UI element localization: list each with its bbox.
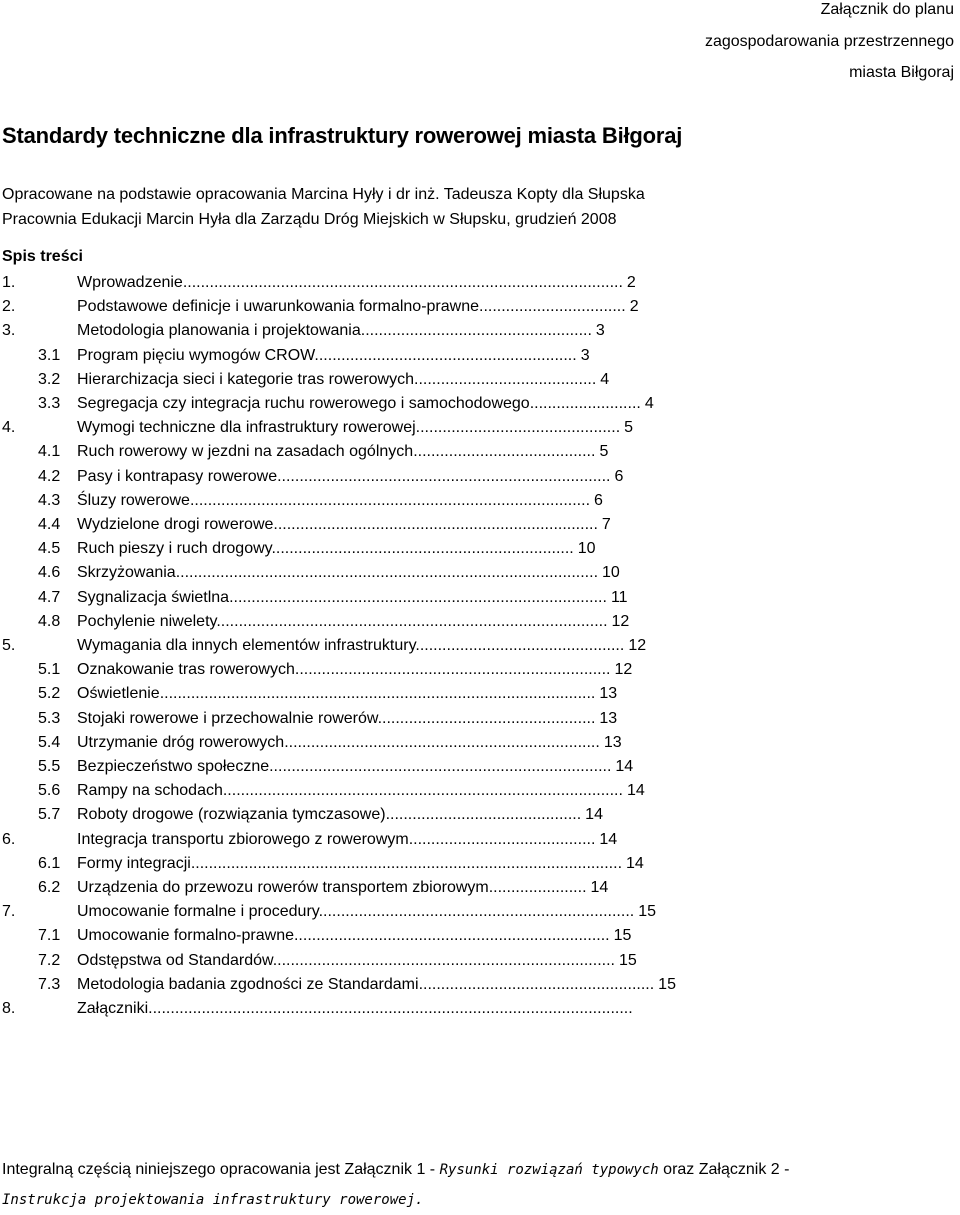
toc-entry-title: Umocowanie formalne i procedury....................................................................... [77,903,635,921]
toc-entry-title: Odstępstwa od Standardów............................................................................. [77,951,615,969]
toc-entry-leader: ....................................................................... [293,927,610,945]
toc-entry-number: 4.4 [38,516,61,533]
toc-entry-leader: ............................................... [415,637,625,654]
toc-entry[interactable] [0,635,960,657]
toc-entry-title: Metodologia badania zgodności ze Standardami..................................................... [77,975,655,993]
toc-entry-page: 2 [629,298,639,316]
toc-entry-number: 4.8 [38,612,61,630]
toc-entry-leader: .......................................................................................... [222,782,623,800]
toc-entry-page: 14 [626,854,644,872]
header-line-2: zagospodarowania przestrzennego [704,33,954,50]
toc-entry-page: 10 [602,564,620,582]
toc-entry[interactable] [0,974,960,996]
toc-entry-title: Utrzymanie dróg rowerowych....................................................................... [77,733,600,751]
toc-entry-title: Podstawowe definicje i uwarunkowania formalno-prawne................................. [77,298,626,316]
toc-entry-number: 7.2 [38,951,61,969]
toc-entry-number: 5.2 [38,685,61,703]
toc-entry-leader: ..................................................... [418,975,655,993]
toc-entry-title: Skrzyżowania............................................................................................... [77,564,599,582]
toc-entry[interactable] [0,345,960,367]
toc-entry[interactable] [0,877,960,899]
toc-entry-page: 14 [585,806,603,824]
toc-entry-page: 6 [594,491,603,509]
toc-entry-leader: ................................. [479,298,626,316]
toc-entry[interactable] [0,708,960,730]
toc-entry-leader: ..................................................................................... [229,588,607,606]
toc-entry-page: 3 [595,322,605,340]
toc-entry-page: 15 [618,951,637,969]
toc-entry-title: Pochylenie niwelety........................................................................................ [77,612,608,630]
toc-entry-page: 15 [613,927,632,945]
toc-entry-title: Hierarchizacja sieci i kategorie tras rowerowych......................................... [77,370,597,388]
toc-entry-title: Oznakowanie tras rowerowych....................................................................... [77,661,611,679]
toc-entry-number: 5.6 [38,782,61,800]
toc-entry-page: 14 [590,879,609,896]
toc-entry-number: 4.5 [38,540,61,558]
toc-entry-number: 3.2 [38,370,61,388]
document-title: Standardy techniczne dla infrastruktury rowerowej miasta Biłgoraj [2,123,683,148]
toc-entry-title: Segregacja czy integracja ruchu rowerowego i samochodowego......................... [77,395,641,412]
toc-entry-page: 10 [577,540,596,558]
toc-entry[interactable] [0,683,960,705]
toc-entry[interactable] [0,756,960,778]
toc-entry-number: 5.7 [38,806,61,824]
toc-entry[interactable] [0,611,960,633]
toc-entry-title: Ruch pieszy i ruch drogowy.................................................................... [77,540,574,558]
toc-entry-leader: .................................................................................................. [159,685,596,703]
toc-entry-leader: ........................................................................................ [216,612,608,630]
toc-entry[interactable] [0,998,960,1020]
header-line-3: miasta Biłgoraj [849,64,954,81]
toc-entry-page: 14 [615,758,634,775]
toc-entry-number: 5.4 [38,733,61,751]
toc-heading: Spis treści [2,248,83,265]
toc-entry-number: 6.1 [38,854,61,872]
toc-entry-page: 3 [580,346,590,364]
toc-entry-title: Ruch rowerowy w jezdni na zasadach ogólnych......................................... [77,443,596,461]
toc-entry-leader: ........................................................... [314,346,577,364]
toc-entry-title: Pasy i kontrapasy rowerowe........................................................................... [77,467,611,485]
toc-entry[interactable] [0,901,960,923]
toc-entry-title: Program pięciu wymogów CROW........................................................... [77,346,577,364]
toc-entry[interactable] [0,490,960,512]
toc-entry[interactable] [0,925,960,947]
toc-entry-title: Załączniki............................................................................................................. [77,1000,633,1017]
toc-entry-number: 7. [2,903,16,921]
toc-entry-leader: ....................................................................... [318,903,635,921]
toc-entry-page: 15 [658,975,676,993]
toc-entry-title: Formy integracji................................................................................................. [77,854,623,872]
toc-entry[interactable] [0,780,960,802]
toc-entry-number: 3. [2,322,16,340]
toc-entry-leader: .................................................................... [271,540,574,558]
toc-entry-leader: ................................................................................................... [182,274,623,291]
toc-entry-title: Wydzielone drogi rowerowe......................................................................... [77,516,598,533]
toc-entry-leader: .............................................. [415,419,621,437]
toc-entry[interactable] [0,562,960,584]
toc-entry-page: 15 [638,903,657,921]
toc-entry[interactable] [0,466,960,488]
toc-entry-leader: ................................................. [377,709,596,727]
toc-entry-leader: ....................................................................... [294,661,611,679]
footer-note [2,1155,954,1215]
intro-line-2: Pracownia Edukacji Marcin Hyła dla Zarządu Dróg Miejskich w Słupsku, grudzień 2008 [2,211,617,228]
toc-entry-title: Urządzenia do przewozu rowerów transportem zbiorowym...................... [77,879,587,896]
toc-entry-number: 3.3 [38,395,61,412]
toc-entry-leader: ............................................................................................... [175,564,599,582]
toc-entry-leader: ......................................... [413,443,596,461]
toc-entry[interactable] [0,587,960,609]
toc-entry[interactable] [0,417,960,439]
toc-entry-leader: .................................................... [360,322,592,340]
toc-entry-page: 13 [599,685,618,703]
toc-entry[interactable] [0,829,960,851]
toc-entry-number: 4. [2,419,16,437]
toc-entry[interactable] [0,853,960,875]
toc-entry[interactable] [0,514,960,536]
toc-entry-number: 8. [2,1000,16,1017]
toc-entry-page: 5 [624,419,634,437]
toc-entry-number: 7.3 [38,975,61,993]
toc-entry-leader: ......................................................................... [273,516,598,533]
toc-entry-number: 4.2 [38,467,61,485]
toc-entry[interactable] [0,659,960,681]
toc-entry-number: 5. [2,637,16,654]
toc-entry[interactable] [0,320,960,342]
toc-entry-leader: ............................................................................................................. [148,1000,633,1017]
toc-entry-page: 13 [599,709,618,727]
toc-entry-leader: ......................................... [414,370,597,388]
toc-entry-number: 3.1 [38,346,61,364]
toc-entry[interactable] [0,272,960,294]
toc-entry[interactable] [0,441,960,463]
toc-entry-page: 4 [600,370,610,388]
toc-entry-leader: ........................................................................... [277,467,611,485]
toc-entry-leader: ............................................................................. [272,951,615,969]
toc-entry-title: Wymogi techniczne dla infrastruktury rowerowej.............................................. [77,419,621,437]
footer-attachment-2-title: Instrukcja projektowania infrastruktury rowerowej. [2,1192,424,1208]
toc-entry-title: Integracja transportu zbiorowego z rowerowym.......................................... [77,830,596,848]
toc-entry-leader: ................................................................................................. [190,854,623,872]
toc-entry-page: 13 [603,733,622,751]
toc-entry-page: 12 [611,612,630,630]
toc-entry-number: 7.1 [38,927,61,945]
header-line-1: Załącznik do planu [820,1,954,18]
toc-entry[interactable] [0,732,960,754]
toc-entry-title: Wymagania dla innych elementów infrastruktury............................................... [77,637,625,654]
toc-entry-page: 2 [626,274,636,291]
toc-entry-number: 4.1 [38,443,61,461]
toc-entry-number: 4.6 [38,564,61,582]
toc-entry-title: Wprowadzenie................................................................................................... [77,274,623,291]
toc-entry-title: Śluzy rowerowe.......................................................................................... [77,491,591,509]
toc-entry-leader: ......................... [529,395,641,412]
toc-entry-number: 5.5 [38,758,61,775]
toc-entry-number: 1. [2,274,16,291]
toc-entry-page: 12 [628,637,647,654]
toc-entry-leader: ............................................ [385,806,582,824]
toc-entry-title: Oświetlenie.................................................................................................. [77,685,596,703]
toc-entry-leader: .......................................... [408,830,596,848]
toc-entry[interactable] [0,538,960,560]
toc-entry-number: 6. [2,830,16,848]
toc-entry-leader: ...................... [488,879,587,896]
toc-entry-title: Bezpieczeństwo społeczne............................................................................. [77,758,612,775]
footer-text-2: oraz Załącznik 2 - [658,1161,790,1178]
toc-entry-number: 2. [2,298,16,316]
toc-entry-title: Metodologia planowania i projektowania.................................................... [77,322,592,340]
intro-line-1: Opracowane na podstawie opracowania Marcina Hyły i dr inż. Tadeusza Kopty dla Słupska [2,186,645,203]
toc-entry-number: 4.7 [38,588,61,606]
footer-text-1: Integralną częścią niniejszego opracowania jest Załącznik 1 - [2,1161,440,1178]
toc-entry[interactable] [0,393,960,415]
toc-entry-page: 6 [614,467,624,485]
toc-entry-leader: .......................................................................................... [189,491,591,509]
toc-entry-number: 4.3 [38,491,61,509]
footer-attachment-1-title: Rysunki rozwiązań typowych [439,1162,659,1178]
toc-entry-title: Umocowanie formalno-prawne....................................................................... [77,927,610,945]
toc-entry-page: 4 [644,395,654,412]
toc-entry-page: 14 [599,830,618,848]
toc-entry-title: Stojaki rowerowe i przechowalnie rowerów................................................. [77,709,596,727]
toc-entry-number: 5.3 [38,709,61,727]
toc-entry[interactable] [0,296,960,318]
toc-entry[interactable] [0,369,960,391]
toc-entry-leader: ............................................................................. [269,758,612,775]
toc-entry-title: Rampy na schodach.......................................................................................... [77,782,623,800]
toc-entry-leader: ....................................................................... [284,733,600,751]
toc-entry-number: 6.2 [38,879,61,896]
toc-entry-page: 7 [601,516,611,533]
toc-entry-title: Sygnalizacja świetlna..................................................................................... [77,588,607,606]
toc-entry-page: 12 [614,661,633,679]
toc-entry-title: Roboty drogowe (rozwiązania tymczasowe)............................................ [77,806,582,824]
toc-entry-page: 14 [626,782,645,800]
toc-entry-page: 5 [599,443,609,461]
toc-entry-page: 11 [610,588,628,606]
toc-entry[interactable] [0,950,960,972]
toc-entry-number: 5.1 [38,661,61,679]
toc-entry[interactable] [0,804,960,826]
